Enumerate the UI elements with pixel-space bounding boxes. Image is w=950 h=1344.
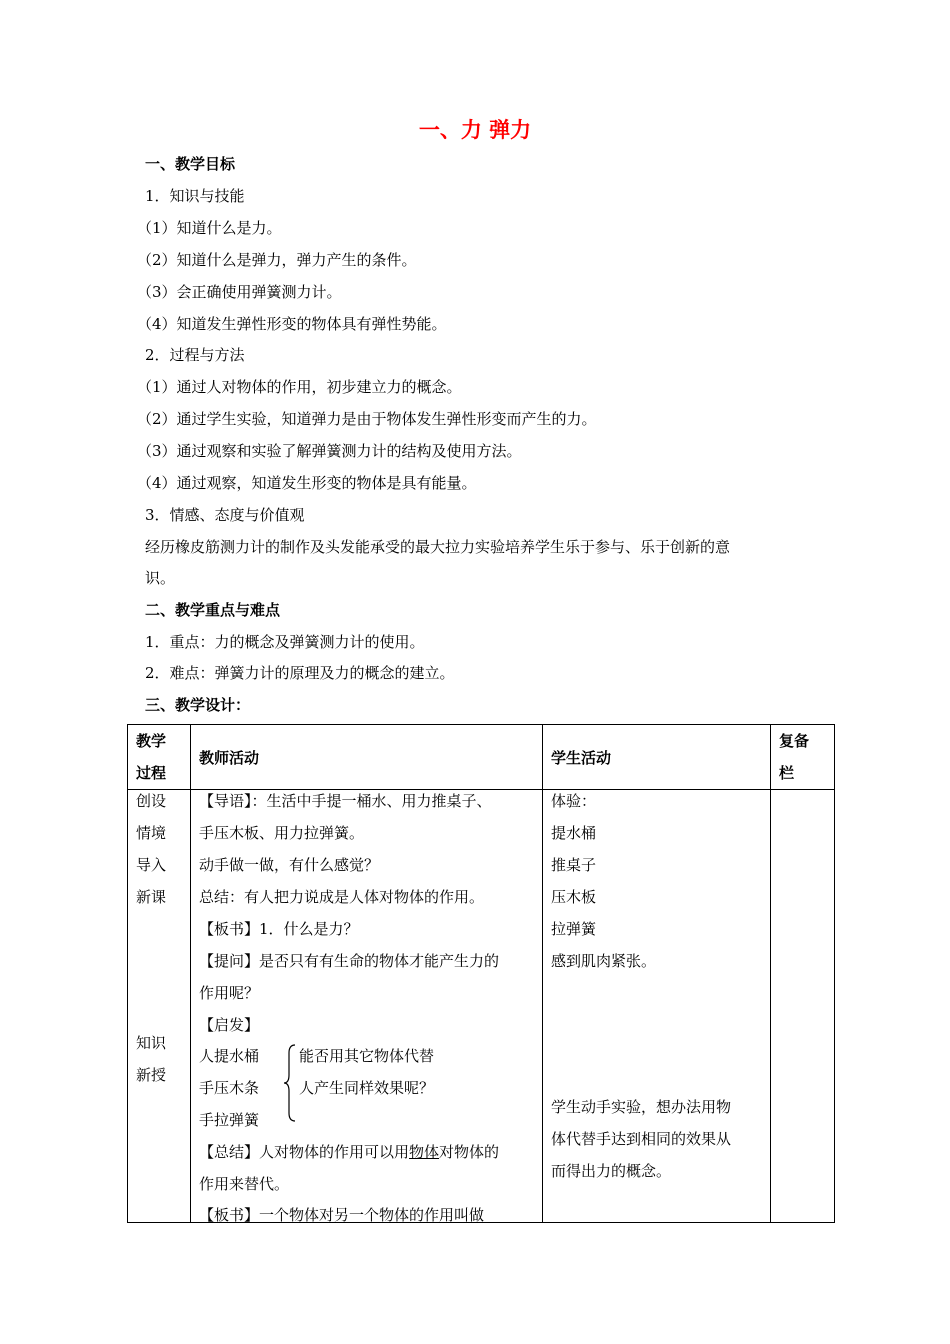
table-header-row [128, 725, 835, 790]
header-teacher-label: 教师活动 [199, 748, 260, 767]
teacher-text: 人提水桶 [199, 1047, 260, 1065]
teacher-text: 手压木板、用力拉弹簧。 [199, 824, 365, 842]
student-text: 而得出力的概念。 [551, 1162, 672, 1180]
key-point-item: 1．重点：力的概念及弹簧测力计的使用。 [145, 633, 425, 651]
teacher-text: 手压木条 [199, 1079, 260, 1097]
section-heading-objectives: 一、教学目标 [145, 155, 236, 173]
teacher-text: 能否用其它物体代替 [299, 1047, 435, 1065]
student-text: 体代替手达到相同的效果从 [551, 1130, 732, 1148]
header-review [771, 725, 835, 790]
paragraph-line: 识。 [145, 569, 176, 587]
teaching-design-table [127, 724, 835, 1223]
teacher-text: 【板书】一个物体对另一个物体的作用叫做 [199, 1206, 485, 1222]
key-point-item: 2．难点：弹簧力计的原理及力的概念的建立。 [145, 664, 455, 682]
process-text: 情境 [136, 824, 167, 842]
header-review-line2: 栏 [779, 764, 795, 782]
header-process-line1: 教学 [136, 732, 167, 750]
student-text: 学生动手实验，想办法用物 [551, 1098, 732, 1116]
section-heading-teaching-design: 三、教学设计： [145, 696, 251, 714]
teacher-text: 作用来替代。 [199, 1175, 290, 1193]
subheading-attitudes-values: 3．情感、态度与价值观 [145, 506, 305, 524]
objective-item: （1）通过人对物体的作用，初步建立力的概念。 [137, 378, 462, 396]
process-text: 新课 [136, 888, 167, 906]
header-teacher-activity [191, 725, 543, 790]
teacher-text: 对物体的 [439, 1143, 500, 1161]
objective-item: （4）通过观察，知道发生形变的物体是具有能量。 [137, 474, 477, 492]
subheading-process-methods: 2．过程与方法 [145, 346, 245, 364]
teacher-text: 动手做一做，有什么感觉？ [199, 856, 380, 874]
teacher-text: 总结：有人把力说成是人体对物体的作用。 [199, 888, 485, 906]
student-text: 提水桶 [551, 824, 597, 842]
objective-item: （3）通过观察和实验了解弹簧测力计的结构及使用方法。 [137, 442, 522, 460]
header-process-line2: 过程 [136, 764, 167, 782]
subheading-knowledge-skills: 1．知识与技能 [145, 187, 245, 205]
teacher-text: 手拉弹簧 [199, 1111, 260, 1129]
teacher-text: 【总结】人对物体的作用可以用 [199, 1143, 410, 1161]
teacher-summary-line [199, 1141, 499, 1163]
objective-item: （2）知道什么是弹力，弹力产生的条件。 [137, 251, 417, 269]
student-activity-cell [543, 790, 771, 1223]
objective-item: （2）通过学生实验，知道弹力是由于物体发生弹性形变而产生的力。 [137, 410, 597, 428]
student-text: 感到肌肉紧张。 [551, 952, 657, 970]
objective-item: （1）知道什么是力。 [137, 219, 282, 237]
teacher-text: 【提问】是否只有有生命的物体才能产生力的 [199, 952, 500, 970]
teacher-text: 【导语】：生活中手提一桶水、用力推桌子、 [199, 792, 492, 810]
review-cell [771, 790, 835, 1223]
header-process [128, 725, 191, 790]
teacher-text: 【启发】 [199, 1016, 260, 1034]
student-text: 体验： [551, 792, 597, 810]
table-row [128, 790, 835, 1223]
objective-item: （3）会正确使用弹簧测力计。 [137, 283, 342, 301]
process-text: 新授 [136, 1066, 167, 1084]
student-text: 推桌子 [551, 856, 597, 874]
student-text: 压木板 [551, 888, 597, 906]
teacher-text-underlined: 物体 [409, 1143, 440, 1161]
section-heading-key-points: 二、教学重点与难点 [145, 601, 281, 619]
process-cell [128, 790, 191, 1223]
page-title: 一、力 弹力 [418, 118, 532, 142]
header-review-line1: 复备 [779, 732, 810, 750]
curly-brace-icon [283, 1043, 299, 1123]
process-text: 创设 [136, 792, 167, 810]
objective-item: （4）知道发生弹性形变的物体具有弹性势能。 [137, 315, 447, 333]
paragraph-line: 经历橡皮筋测力计的制作及头发能承受的最大拉力实验培养学生乐于参与、乐于创新的意 [145, 538, 731, 556]
teacher-text: 人产生同样效果呢？ [299, 1079, 435, 1097]
header-student-activity [543, 725, 771, 790]
process-text: 知识 [136, 1034, 167, 1052]
teacher-text: 【板书】1．什么是力？ [199, 920, 359, 938]
process-text: 导入 [136, 856, 167, 874]
teacher-text: 作用呢？ [199, 984, 260, 1002]
header-student-label: 学生活动 [551, 748, 612, 767]
teacher-activity-cell [191, 790, 543, 1223]
student-text: 拉弹簧 [551, 920, 597, 938]
